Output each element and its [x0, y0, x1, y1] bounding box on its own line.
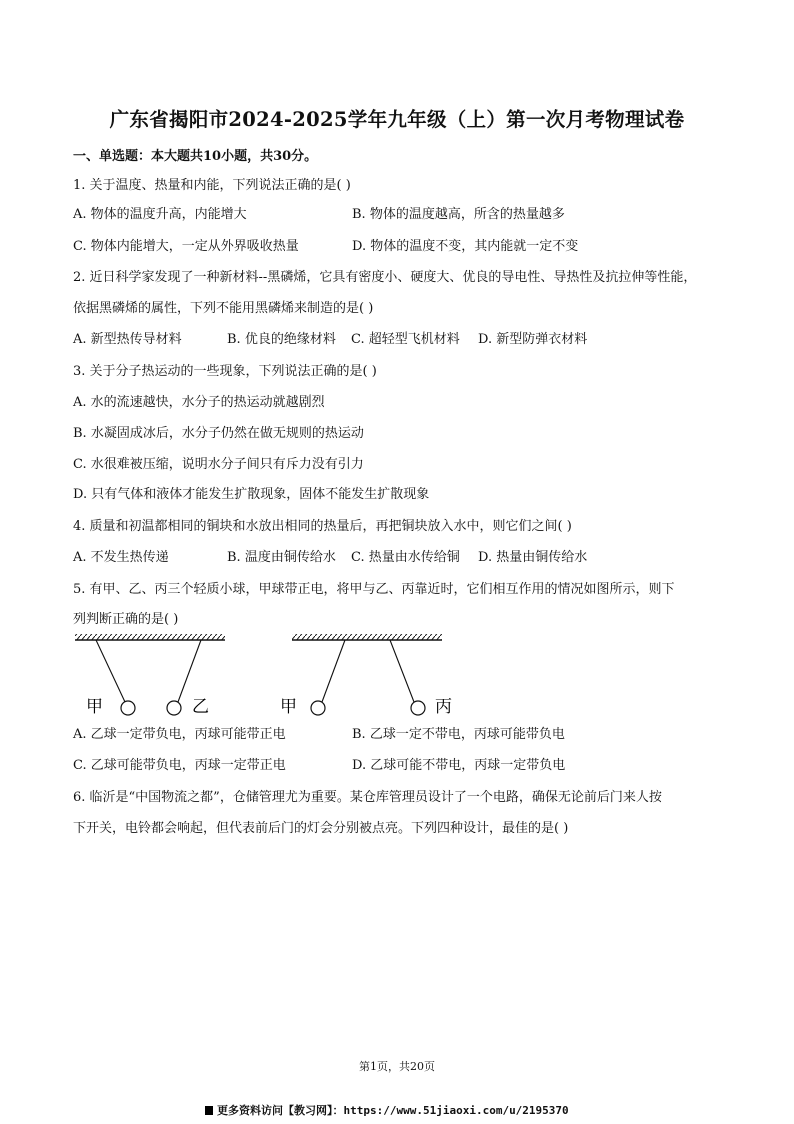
- q5-option-b: B. 乙球一定不带电，丙球可能带负电: [352, 727, 565, 742]
- ball-jia-left: [121, 701, 135, 715]
- label-jia-left: 甲: [86, 697, 103, 717]
- q4-option-b: B. 温度由铜传给水: [227, 550, 336, 565]
- page-number: 第1页，共20页: [359, 1060, 435, 1073]
- q2-option-d: D. 新型防弹衣材料: [478, 332, 588, 347]
- question-6-stem-line2: 下开关，电铃都会响起，但代表前后门的灯会分别被点亮。下列四种设计，最佳的是( ): [73, 821, 569, 836]
- q3-option-b: B. 水凝固成冰后，水分子仍然在做无规则的热运动: [73, 426, 364, 441]
- q1-option-a: A. 物体的温度升高，内能增大: [73, 207, 247, 222]
- ball-bing: [411, 701, 425, 715]
- q2-option-c: C. 超轻型飞机材料: [351, 332, 460, 347]
- q5-option-c: C. 乙球可能带负电，丙球一定带正电: [73, 758, 286, 773]
- right-thread-bing: [390, 640, 414, 702]
- question-2-stem-line2: 依据黑磷烯的属性，下列不能用黑磷烯来制造的是( ): [73, 301, 374, 316]
- q4-option-d: D. 热量由铜传给水: [478, 550, 588, 565]
- label-bing: 丙: [435, 697, 452, 717]
- ball-yi: [167, 701, 181, 715]
- question-1-stem: 1. 关于温度、热量和内能，下列说法正确的是( ): [73, 178, 351, 193]
- pendulum-figure: [70, 630, 470, 720]
- q4-option-c: C. 热量由水传给铜: [351, 550, 460, 565]
- label-yi: 乙: [192, 697, 209, 717]
- question-6-stem-line1: 6. 临沂是“中国物流之都”，仓储管理尤为重要。某仓库管理员设计了一个电路，确保无论前后门来人按: [73, 790, 662, 805]
- right-thread-jia: [322, 640, 345, 702]
- ball-jia-right: [311, 701, 325, 715]
- left-thread-yi: [178, 640, 201, 702]
- q5-option-d: D. 乙球可能不带电，丙球一定带负电: [352, 758, 566, 773]
- q3-option-d: D. 只有气体和液体才能发生扩散现象，固体不能发生扩散现象: [73, 487, 430, 502]
- q2-option-a: A. 新型热传导材料: [73, 332, 182, 347]
- question-4-stem: 4. 质量和初温都相同的铜块和水放出相同的热量后，再把铜块放入水中，则它们之间( ): [73, 519, 572, 534]
- left-thread-jia: [96, 640, 125, 702]
- question-5-stem-line2: 列判断正确的是( ): [73, 612, 179, 627]
- banner-text[interactable]: 更多资料访问【教习网】：https://www.51jiaoxi.com/u/2195370: [217, 1104, 569, 1117]
- q3-option-c: C. 水很难被压缩，说明水分子间只有斥力没有引力: [73, 457, 364, 472]
- q1-option-d: D. 物体的温度不变，其内能就一定不变: [352, 239, 579, 254]
- q1-option-b: B. 物体的温度越高，所含的热量越多: [352, 207, 565, 222]
- label-jia-right: 甲: [280, 697, 297, 717]
- question-3-stem: 3. 关于分子热运动的一些现象，下列说法正确的是( ): [73, 364, 377, 379]
- question-5-stem-line1: 5. 有甲、乙、丙三个轻质小球，甲球带正电，将甲与乙、丙靠近时，它们相互作用的情况如图所示，则下: [73, 582, 675, 597]
- page-title: 广东省揭阳市2024-2025学年九年级（上）第一次月考物理试卷: [109, 108, 685, 131]
- flag-icon: [205, 1106, 213, 1115]
- source-banner[interactable]: [205, 1102, 569, 1118]
- question-2-stem-line1: 2. 近日科学家发现了一种新材料--黑磷烯，它具有密度小、硬度大、优良的导电性、导热性及抗拉伸等性能，: [73, 270, 697, 285]
- left-support-hatch: [75, 634, 225, 640]
- q4-option-a: A. 不发生热传递: [73, 550, 169, 565]
- q1-option-c: C. 物体内能增大，一定从外界吸收热量: [73, 239, 299, 254]
- q5-option-a: A. 乙球一定带负电，丙球可能带正电: [73, 727, 286, 742]
- right-support-hatch: [292, 634, 442, 640]
- q2-option-b: B. 优良的绝缘材料: [227, 332, 336, 347]
- q3-option-a: A. 水的流速越快，水分子的热运动就越剧烈: [73, 395, 325, 410]
- section-heading: 一、单选题：本大题共10小题，共30分。: [73, 149, 318, 164]
